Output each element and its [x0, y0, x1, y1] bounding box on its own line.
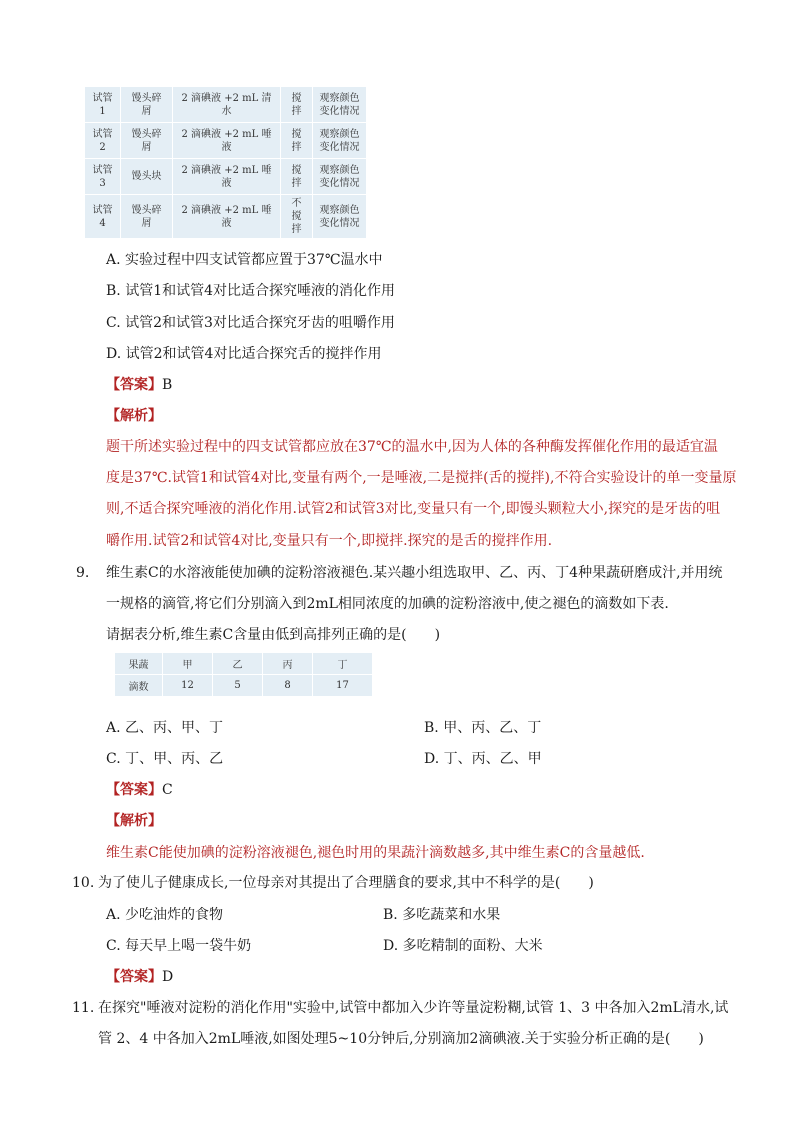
- q10-option-c: C. 每天早上喝一袋牛奶: [106, 938, 252, 954]
- table-cell: 2 滴碘液 +2 mL 唾液: [173, 159, 281, 195]
- q8-explanation-label: 【解析】: [106, 408, 162, 424]
- table-cell: 观察颜色 变化情况: [313, 87, 367, 123]
- q10-number: 10.: [72, 875, 95, 891]
- q9-option-b: B. 甲、丙、乙、丁: [424, 720, 542, 736]
- table-row: [85, 123, 367, 159]
- q9-explanation: 维生素C能使加碘的淀粉溶液褪色,褪色时用的果蔬汁滴数越多,其中维生素C的含量越低.: [106, 845, 645, 861]
- q11-number: 11.: [72, 1000, 95, 1016]
- table-cell: 试管 2: [85, 123, 121, 159]
- table-cell: 不搅 拌: [281, 195, 313, 239]
- table-cell: 试管 4: [85, 195, 121, 239]
- q10-option-a: A. 少吃油炸的食物: [106, 907, 224, 923]
- table-cell: 2 滴碘液 +2 mL 唾液: [173, 123, 281, 159]
- q8-option-c: C. 试管2和试管3对比适合探究牙齿的咀嚼作用: [106, 315, 395, 331]
- table-cell: 搅拌: [281, 159, 313, 195]
- table-cell: 馒头块: [121, 159, 173, 195]
- table-header-cell: 丁: [313, 653, 373, 675]
- table-cell: 馒头碎屑: [121, 123, 173, 159]
- q9-text-line-1: 维生素C的水溶液能使加碘的淀粉溶液褪色.某兴趣小组选取甲、乙、丙、丁4种果蔬研磨成汁,并用统: [106, 565, 723, 581]
- q8-explanation-line-2: 度是37℃.试管1和试管4对比,变量有两个,一是唾液,二是搅拌(舌的搅拌),不符合实验设计的单一变量原: [106, 470, 737, 486]
- q8-explanation-line-4: 嚼作用.试管2和试管4对比,变量只有一个,即搅拌.探究的是舌的搅拌作用.: [106, 533, 553, 549]
- q9-explanation-label: 【解析】: [106, 813, 162, 829]
- table-row: [85, 159, 367, 195]
- table-cell: 17: [313, 675, 373, 697]
- table-cell: 观察颜色 变化情况: [313, 195, 367, 239]
- q8-option-d: D. 试管2和试管4对比适合探究舌的搅拌作用: [106, 346, 382, 362]
- q9-answer: 【答案】C: [106, 782, 173, 798]
- table-cell: 观察颜色 变化情况: [313, 123, 367, 159]
- q8-explanation-line-1: 题干所述实验过程中的四支试管都应放在37℃的温水中,因为人体的各种酶发挥催化作用的最适宜温: [106, 439, 718, 455]
- q8-option-a: A. 实验过程中四支试管都应置于37℃温水中: [106, 252, 383, 268]
- q9-option-d: D. 丁、丙、乙、甲: [424, 751, 542, 767]
- q9-option-c: C. 丁、甲、丙、乙: [106, 751, 224, 767]
- experiment-table-image: [84, 86, 367, 239]
- q9-option-a: A. 乙、丙、甲、丁: [106, 720, 224, 736]
- vitamin-drop-table: [114, 652, 373, 697]
- table-cell: 8: [263, 675, 313, 697]
- q9-text-line-2: 一规格的滴管,将它们分别滴入到2mL相同浓度的加碘的淀粉溶液中,使之褪色的滴数如下表.: [106, 596, 669, 612]
- q10-option-b: B. 多吃蔬菜和水果: [383, 907, 501, 923]
- vitamin-table-image: [114, 652, 373, 697]
- table-row: [85, 87, 367, 123]
- table-cell: 搅拌: [281, 123, 313, 159]
- table-cell: 搅拌: [281, 87, 313, 123]
- q8-option-b: B. 试管1和试管4对比适合探究唾液的消化作用: [106, 283, 396, 299]
- table-cell: 2 滴碘液 +2 mL 清水: [173, 87, 281, 123]
- q9-number: 9.: [76, 565, 90, 581]
- table-cell: 2 滴碘液 +2 mL 唾液: [173, 195, 281, 239]
- table-cell: 观察颜色 变化情况: [313, 159, 367, 195]
- q8-explanation-line-3: 则,不适合探究唾液的消化作用.试管2和试管3对比,变量只有一个,即馒头颗粒大小,探究的是牙齿的咀: [106, 501, 721, 517]
- q9-text-line-3: 请据表分析,维生素C含量由低到高排列正确的是( ): [106, 627, 441, 643]
- table-row: [85, 195, 367, 239]
- table-cell: 馒头碎屑: [121, 87, 173, 123]
- table-cell: 试管 1: [85, 87, 121, 123]
- table-cell: 12: [163, 675, 213, 697]
- q10-option-d: D. 多吃精制的面粉、大米: [383, 938, 543, 954]
- table-header-cell: 乙: [213, 653, 263, 675]
- table-cell: 滴数: [115, 675, 163, 697]
- q8-answer: 【答案】B: [106, 377, 173, 393]
- q11-text-line-2: 管 2、4 中各加入2mL唾液,如图处理5~10分钟后,分别滴加2滴碘液.关于实验分析正确的是( ): [98, 1031, 704, 1047]
- table-header-cell: 果蔬: [115, 653, 163, 675]
- table-cell: 馒头碎屑: [121, 195, 173, 239]
- q11-text-line-1: 在探究"唾液对淀粉的消化作用"实验中,试管中都加入少许等量淀粉糊,试管 1、3 中各加入2mL清水,试: [98, 1000, 729, 1016]
- table-cell: 试管 3: [85, 159, 121, 195]
- q10-answer: 【答案】D: [106, 969, 174, 985]
- experiment-table: [84, 86, 367, 239]
- table-header-cell: 甲: [163, 653, 213, 675]
- q10-text: 为了使儿子健康成长,一位母亲对其提出了合理膳食的要求,其中不科学的是( ): [98, 875, 594, 891]
- table-cell: 5: [213, 675, 263, 697]
- table-header-cell: 丙: [263, 653, 313, 675]
